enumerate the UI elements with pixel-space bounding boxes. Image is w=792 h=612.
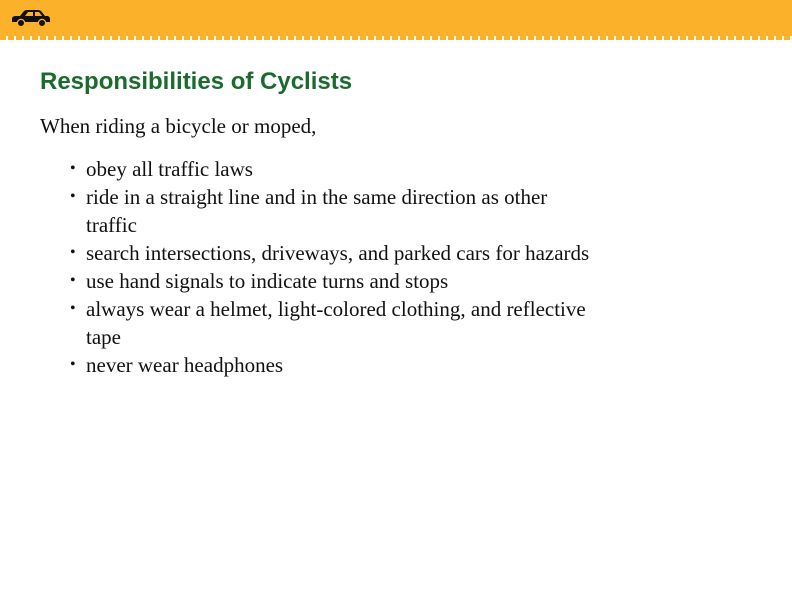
bullet-list (70, 155, 590, 379)
bullet-icon: • (70, 300, 76, 317)
bullet-icon: • (70, 160, 76, 177)
list-item (70, 351, 590, 379)
bullet-icon: • (70, 188, 76, 205)
header-bar-edge (0, 36, 792, 40)
list-item (70, 183, 590, 239)
slide-title: Responsibilities of Cyclists (40, 68, 353, 95)
bullet-text: ride in a straight line and in the same direction as other traffic (86, 185, 548, 237)
list-item (70, 267, 590, 295)
list-item (70, 295, 590, 351)
bullet-text: use hand signals to indicate turns and stops (86, 269, 449, 293)
car-icon (10, 8, 52, 28)
bullet-text: search intersections, driveways, and parked cars for hazards (86, 241, 590, 265)
bullet-text: never wear headphones (86, 353, 284, 377)
bullet-icon: • (70, 356, 76, 373)
list-item (70, 155, 590, 183)
bullet-icon: • (70, 244, 76, 261)
bullet-icon: • (70, 272, 76, 289)
header-bar (0, 0, 792, 36)
bullet-text: always wear a helmet, light-colored clothing, and reflective tape (86, 297, 586, 349)
intro-text: When riding a bicycle or moped, (40, 114, 317, 138)
list-item (70, 239, 590, 267)
bullet-text: obey all traffic laws (86, 157, 253, 181)
